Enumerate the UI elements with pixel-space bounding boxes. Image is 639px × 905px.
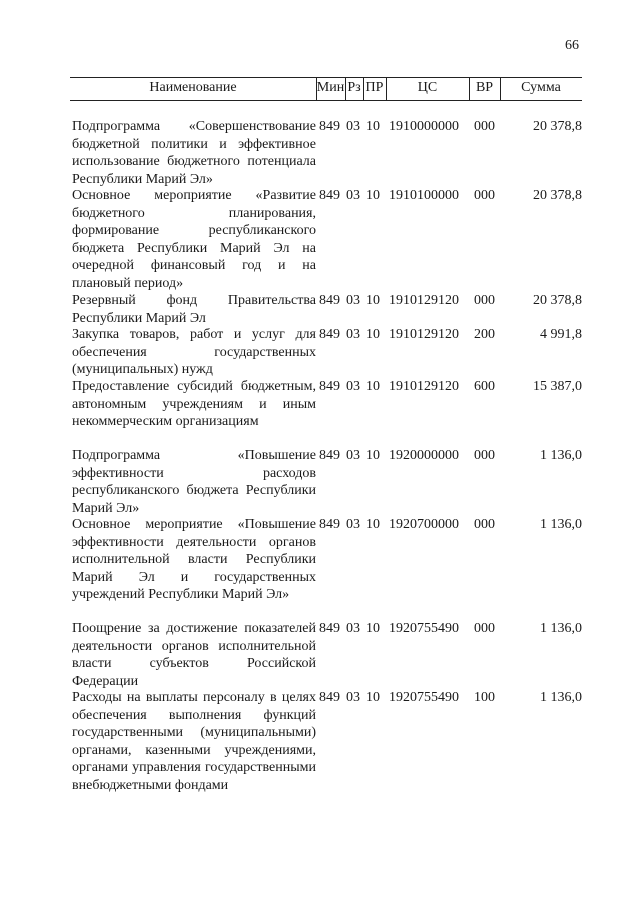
row-min: 849 (319, 119, 340, 134)
row-name: Поощрение за достижение показателей деятельности органов исполнительной власти субъектов Российской Федерации (72, 621, 316, 689)
row-cs: 1910129120 (389, 327, 459, 342)
header-min: Мин (316, 80, 345, 95)
row-name: Основное мероприятие «Повышение эффективности деятельности органов исполнительной власти Республики Марий Эл и государственных учреждений Республики Марий Эл» (72, 517, 316, 602)
row-min: 849 (319, 690, 340, 705)
row-name: Резервный фонд Правительства Республики Марий Эл (72, 293, 316, 326)
row-cs: 1920755490 (389, 690, 459, 705)
row-rz: 03 (346, 690, 360, 705)
row-pr: 10 (366, 188, 380, 203)
row-cs: 1910129120 (389, 379, 459, 394)
row-rz: 03 (346, 517, 360, 532)
row-name: Закупка товаров, работ и услуг для обеспечения государственных (муниципальных) нужд (72, 327, 316, 377)
row-pr: 10 (366, 517, 380, 532)
row-vr: 600 (474, 379, 495, 394)
row-cs: 1920755490 (389, 621, 459, 636)
row-sum: 1 136,0 (540, 448, 582, 463)
row-name: Подпрограмма «Совершенствование бюджетной политики и эффективное использование бюджетного потенциала Республики Марий Эл» (72, 119, 316, 187)
header-name: Наименование (149, 80, 237, 95)
header-sum: Сумма (521, 80, 561, 95)
table-header-bottom-rule (70, 100, 582, 101)
row-rz: 03 (346, 188, 360, 203)
row-min: 849 (319, 448, 340, 463)
row-cs: 1910000000 (389, 119, 459, 134)
row-sum: 20 378,8 (533, 119, 582, 134)
row-vr: 000 (474, 188, 495, 203)
row-vr: 000 (474, 448, 495, 463)
row-vr: 000 (474, 119, 495, 134)
row-rz: 03 (346, 327, 360, 342)
row-vr: 000 (474, 293, 495, 308)
row-sum: 1 136,0 (540, 621, 582, 636)
row-min: 849 (319, 188, 340, 203)
row-cs: 1920700000 (389, 517, 459, 532)
row-min: 849 (319, 379, 340, 394)
row-rz: 03 (346, 119, 360, 134)
row-name: Предоставление субсидий бюджетным, автономным учреждениям и иным некоммерческим организациям (72, 379, 316, 429)
row-min: 849 (319, 621, 340, 636)
row-vr: 200 (474, 327, 495, 342)
row-name: Подпрограмма «Повышение эффективности расходов республиканского бюджета Республики Марий Эл» (72, 448, 316, 516)
row-pr: 10 (366, 690, 380, 705)
row-rz: 03 (346, 448, 360, 463)
header-rz: Рз (347, 80, 361, 95)
row-pr: 10 (366, 621, 380, 636)
row-pr: 10 (366, 448, 380, 463)
page-number: 66 (565, 38, 579, 53)
row-pr: 10 (366, 293, 380, 308)
row-pr: 10 (366, 379, 380, 394)
row-sum: 1 136,0 (540, 690, 582, 705)
row-vr: 100 (474, 690, 495, 705)
row-sum: 20 378,8 (533, 293, 582, 308)
row-pr: 10 (366, 327, 380, 342)
row-vr: 000 (474, 517, 495, 532)
row-name: Расходы на выплаты персоналу в целях обеспечения выполнения функций государственными (муниципальными) органами, казенными учреждениями, органами управления государственными внебюджетными фондами (72, 690, 316, 793)
row-rz: 03 (346, 293, 360, 308)
row-min: 849 (319, 517, 340, 532)
row-sum: 20 378,8 (533, 188, 582, 203)
row-rz: 03 (346, 379, 360, 394)
row-cs: 1920000000 (389, 448, 459, 463)
header-cs: ЦС (417, 80, 438, 95)
table-top-rule (70, 77, 582, 78)
row-vr: 000 (474, 621, 495, 636)
row-min: 849 (319, 293, 340, 308)
row-name: Основное мероприятие «Развитие бюджетного планирования, формирование республиканского бюджета Республики Марий Эл на очередной финансовый год и на плановый период» (72, 188, 316, 291)
row-sum: 15 387,0 (533, 379, 582, 394)
row-rz: 03 (346, 621, 360, 636)
row-cs: 1910100000 (389, 188, 459, 203)
row-sum: 1 136,0 (540, 517, 582, 532)
row-cs: 1910129120 (389, 293, 459, 308)
row-min: 849 (319, 327, 340, 342)
header-vr: ВР (475, 80, 494, 95)
row-pr: 10 (366, 119, 380, 134)
header-pr: ПР (365, 80, 384, 95)
row-sum: 4 991,8 (540, 327, 582, 342)
